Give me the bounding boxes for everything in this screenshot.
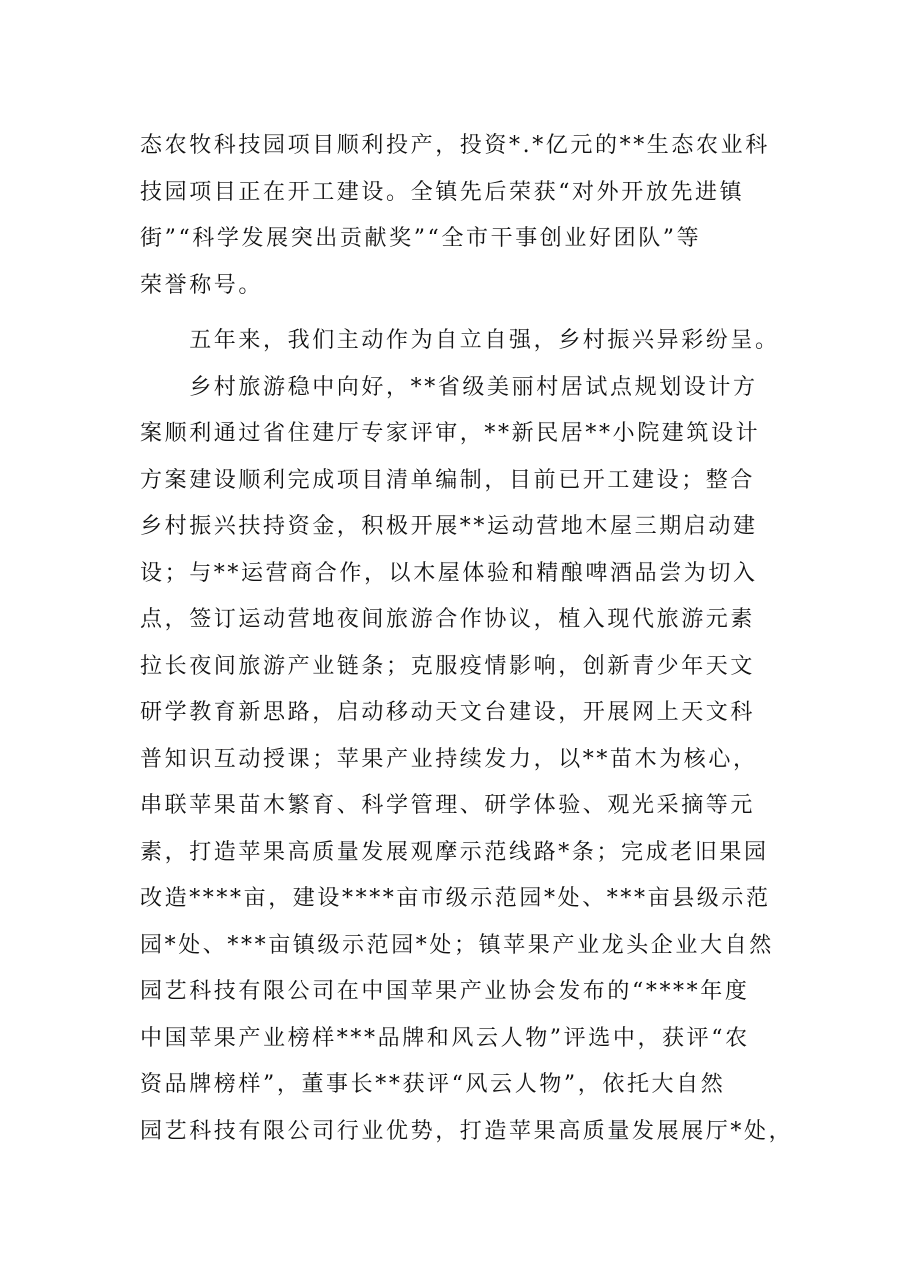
text-line: 普知识互动授课；苹果产业持续发力，以**苗木为核心， [140,746,758,772]
text-line: 技园项目正在开工建设。全镇先后荣获“对外开放先进镇 [140,179,745,205]
text-line: 素，打造苹果高质量发展观摩示范线路*条；完成老旧果园 [140,839,769,865]
text-line: 街”“科学发展突出贡献奖”“全市干事创业好团队”等 [140,226,702,251]
text-line: 改造****亩，建设****亩市级示范园*处、***亩县级示范 [140,886,771,911]
text-line: 设；与**运营商合作，以木屋体验和精酿啤酒品尝为切入 [140,560,758,586]
text-line: 荣誉称号。 [140,272,264,298]
text-line: 五年来，我们主动作为自立自强，乡村振兴异彩纷呈。 [140,328,780,353]
text-line: 态农牧科技园项目顺利投产，投资*.*亿元的**生态农业科 [140,133,770,158]
text-line: 乡村旅游稳中向好，**省级美丽村居试点规划设计方 [140,374,758,400]
text-line: 园*处、***亩镇级示范园*处；镇苹果产业龙头企业大自然 [140,932,774,958]
text-line: 研学教育新思路，启动移动天文台建设，开展网上天文科 [140,700,756,725]
text-line: 资品牌榜样”，董事长**获评“风云人物”，依托大自然 [140,1072,726,1097]
text-line: 乡村振兴扶持资金，积极开展**运动营地木屋三期启动建 [140,514,758,539]
text-line: 方案建设顺利完成项目清单编制，目前已开工建设；整合 [140,467,756,493]
body-text [140,123,794,1155]
text-line: 点，签订运动营地夜间旅游合作协议，植入现代旅游元素 [140,607,756,632]
text-line: 案顺利通过省住建厅专家评审，**新民居**小院建筑设计 [140,421,761,446]
text-line: 园艺科技有限公司行业优势，打造苹果高质量发展展厅*处， [140,1118,794,1144]
paragraph-gap [140,309,780,318]
text-line: 拉长夜间旅游产业链条；克服疫情影响，创新青少年天文 [140,653,756,679]
text-line: 串联苹果苗木繁育、科学管理、研学体验、观光采摘等元 [140,793,756,818]
text-line: 中国苹果产业榜样***品牌和风云人物”评选中，获评“农 [140,1025,750,1051]
text-line: 园艺科技有限公司在中国苹果产业协会发布的“****年度 [140,979,750,1004]
